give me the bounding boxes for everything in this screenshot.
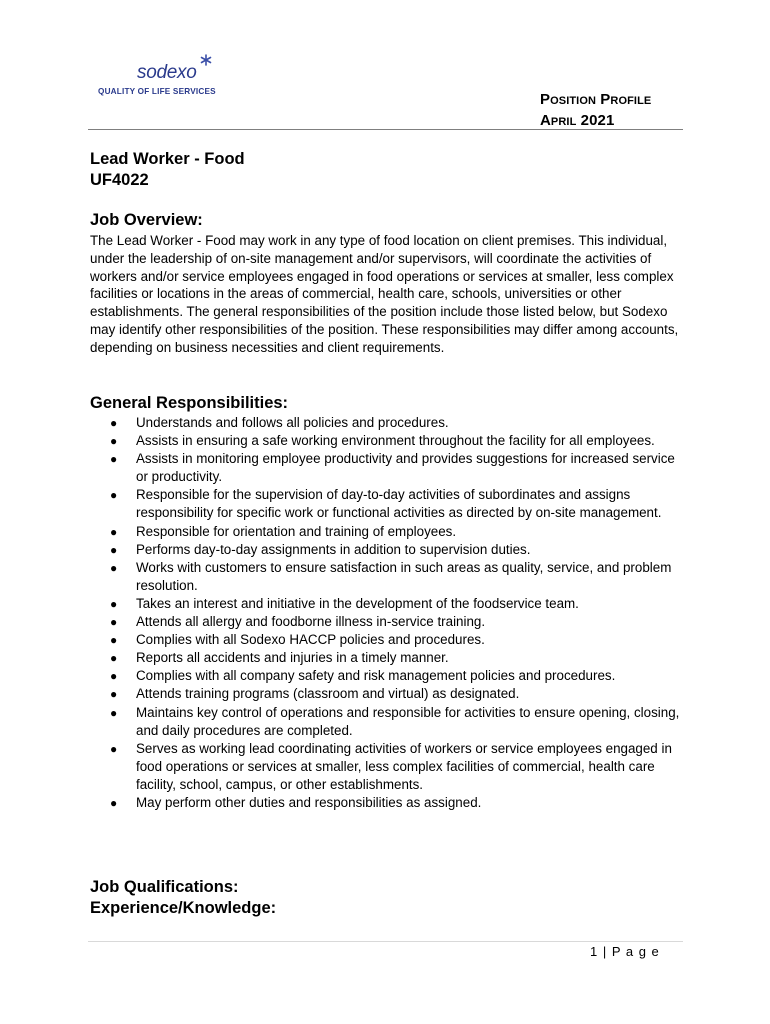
bullet-icon: ● xyxy=(110,705,118,720)
header-divider xyxy=(88,129,683,130)
overview-heading: Job Overview: xyxy=(90,211,203,229)
list-item: ● Works with customers to ensure satisfaction in such areas as quality, service, and problem resolution. xyxy=(110,559,672,593)
list-item: ● Attends training programs (classroom and virtual) as designated. xyxy=(90,685,690,703)
bullet-icon: ● xyxy=(110,488,118,503)
document-date: April 2021 xyxy=(540,112,615,129)
bullet-icon: ● xyxy=(110,669,118,684)
list-item: ● Takes an interest and initiative in the development of the foodservice team. xyxy=(90,595,690,613)
list-item: ● Assists in monitoring employee productivity and provides suggestions for increased service or productivity. xyxy=(110,451,675,485)
logo-wordmark: sodexo xyxy=(137,62,197,83)
job-title: Lead Worker - Food xyxy=(90,150,245,168)
qualifications-block xyxy=(90,877,276,919)
bullet-icon: ● xyxy=(110,542,118,557)
sodexo-logo xyxy=(97,54,227,100)
list-item: ● Reports all accidents and injuries in a timely manner. xyxy=(90,649,690,667)
list-item: ● Responsible for orientation and training of employees. xyxy=(90,523,690,541)
job-code: UF4022 xyxy=(90,171,149,189)
bullet-icon: ● xyxy=(110,596,118,611)
bullet-icon: ● xyxy=(110,633,118,648)
bullet-icon: ● xyxy=(110,560,118,575)
profile-header xyxy=(540,89,651,131)
list-item: ● Serves as working lead coordinating activities of workers or service employees engaged in food operations or services at smaller, less complex facilities of commercial, health care facility, school, campus, or other establishments. xyxy=(110,740,672,792)
bullet-icon: ● xyxy=(110,615,118,630)
logo-tagline: QUALITY OF LIFE SERVICES xyxy=(98,87,216,96)
list-item: ● Understands and follows all policies and procedures. xyxy=(90,414,690,432)
bullet-icon: ● xyxy=(110,687,118,702)
overview-text: The Lead Worker - Food may work in any type of food location on client premises. This individual, under the leadership of on-site management and/or supervisors, will coordinate the activities of workers and/or service employees engaged in food operations or services at smaller, less complex facilities or locations in the areas of commercial, health care, schools, universities or other establishments. The general responsibilities of the position include those listed below, but Sodexo may identify other responsibilities of the position. These responsibilities may differ among accounts, depending on business necessities and client requirements. xyxy=(90,233,679,355)
document-type: Position Profile xyxy=(540,91,652,108)
bullet-icon: ● xyxy=(110,434,118,449)
responsibilities-heading: General Responsibilities: xyxy=(90,394,289,412)
bullet-icon: ● xyxy=(110,452,118,467)
bullet-icon: ● xyxy=(110,524,118,539)
bullet-icon: ● xyxy=(110,651,118,666)
job-title-block xyxy=(90,149,245,191)
list-item: ● May perform other duties and responsibilities as assigned. xyxy=(90,794,690,812)
list-item: ● Attends all allergy and foodborne illness in-service training. xyxy=(90,613,690,631)
responsibilities-list xyxy=(90,414,690,812)
experience-heading: Experience/Knowledge: xyxy=(90,899,277,917)
footer-divider xyxy=(88,941,683,942)
qualifications-heading: Job Qualifications: xyxy=(90,878,239,896)
page-number: 1 | P a g e xyxy=(590,944,660,959)
list-item: ● Complies with all Sodexo HACCP policies and procedures. xyxy=(90,631,690,649)
list-item: ● Performs day-to-day assignments in addition to supervision duties. xyxy=(90,541,690,559)
list-item: ● Responsible for the supervision of day-to-day activities of subordinates and assigns responsibility for specific work or functional activities as directed by on-site management. xyxy=(110,487,662,521)
bullet-icon: ● xyxy=(110,416,118,430)
list-item: ● Complies with all company safety and risk management policies and procedures. xyxy=(90,667,690,685)
bullet-icon: ● xyxy=(110,795,118,810)
bullet-icon: ● xyxy=(110,741,118,756)
star-icon xyxy=(200,54,212,66)
list-item: ● Assists in ensuring a safe working environment throughout the facility for all employees. xyxy=(90,432,690,450)
list-item: ● Maintains key control of operations and responsible for activities to ensure opening, closing, and daily procedures are completed. xyxy=(110,704,680,738)
